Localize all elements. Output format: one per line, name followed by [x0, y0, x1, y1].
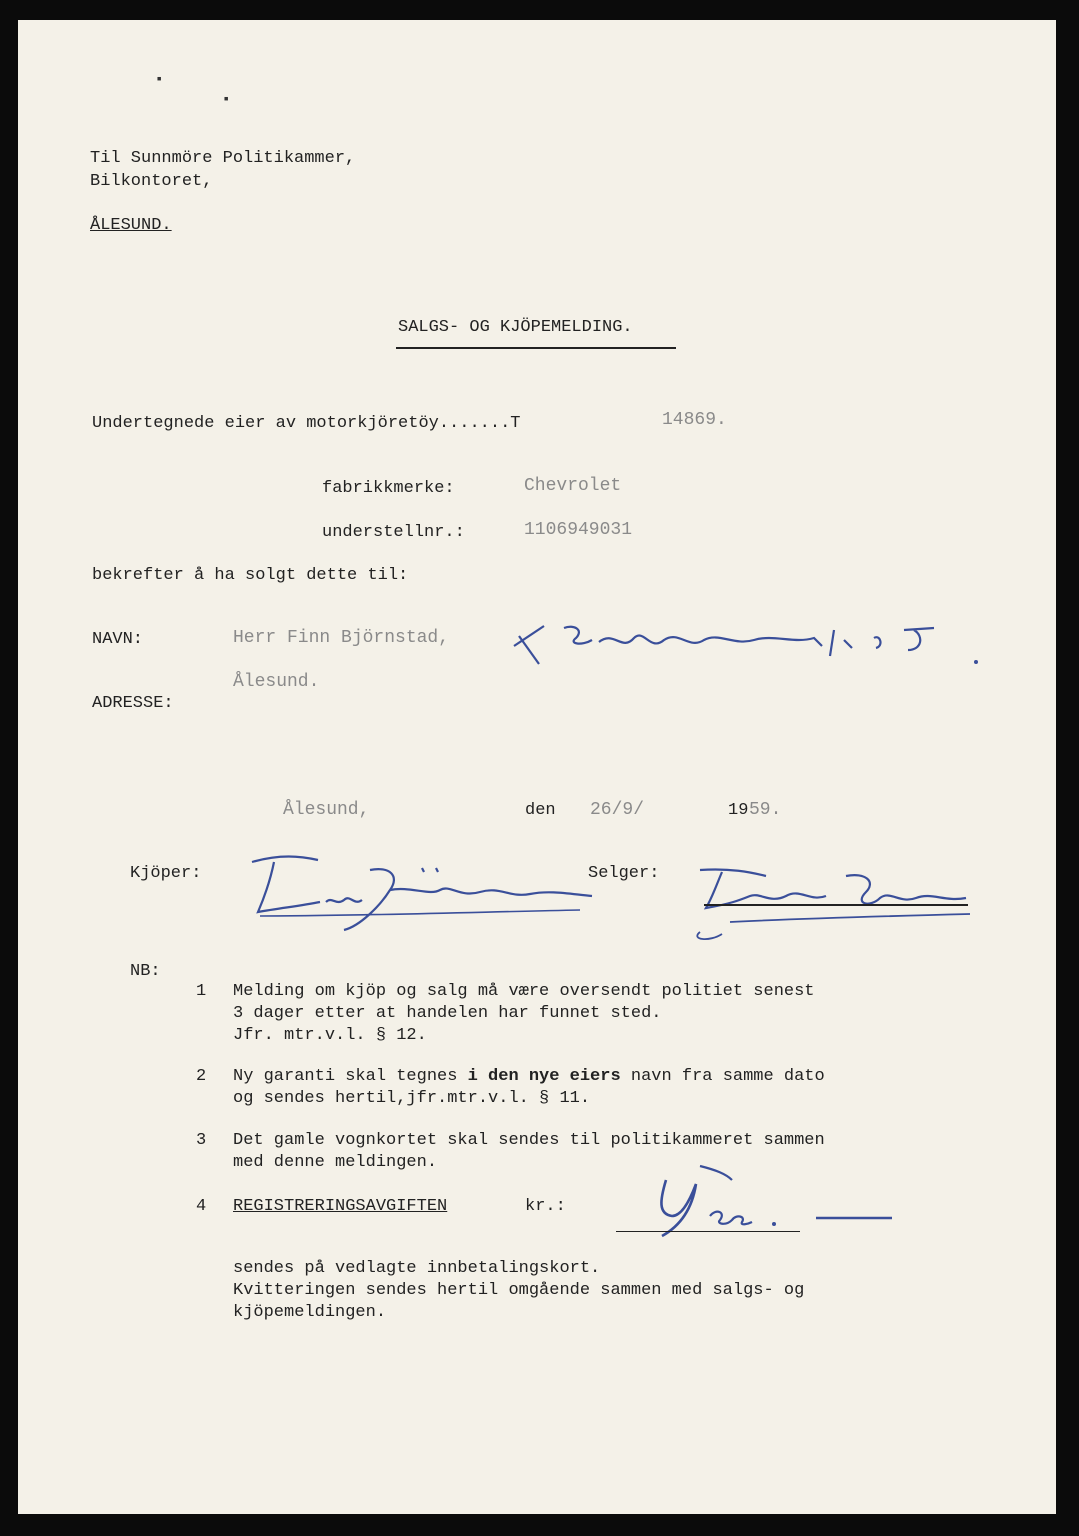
- footer-line-1: sendes på vedlagte innbetalingskort.: [233, 1259, 601, 1278]
- buyer-name-value: Herr Finn Björnstad,: [233, 628, 450, 648]
- seller-signature-line: [704, 904, 968, 906]
- note-4-kr: kr.:: [525, 1197, 566, 1216]
- year-suffix: 59.: [749, 800, 782, 820]
- note-1-line-2: 3 dager etter at handelen har funnet sted.: [233, 1004, 662, 1023]
- reg-number: 14869.: [662, 410, 727, 430]
- handwritten-street-annotation: [504, 616, 984, 676]
- note-1-number: 1: [196, 982, 207, 1001]
- note-1-line-3: Jfr. mtr.v.l. § 12.: [233, 1026, 427, 1045]
- document-page: [18, 20, 1056, 1514]
- note-4-number: 4: [196, 1197, 207, 1216]
- note-1-line-1: Melding om kjöp og salg må være oversendt politiet senest: [233, 982, 815, 1001]
- address-line-1: Til Sunnmöre Politikammer,: [90, 149, 356, 168]
- note-3-number: 3: [196, 1131, 207, 1150]
- date-place: Ålesund,: [283, 800, 370, 820]
- footer-line-2: Kvitteringen sendes hertil omgående sammen med salgs- og: [233, 1281, 805, 1300]
- address-city: ÅLESUND.: [90, 216, 172, 235]
- year-prefix: 19: [728, 801, 749, 820]
- stray-mark: ▪: [222, 92, 231, 108]
- owner-label: Undertegnede eier av motorkjöretöy.......T: [92, 414, 521, 433]
- chassis-label: understellnr.:: [322, 523, 465, 542]
- document-title: SALGS- OG KJÖPEMELDING.: [398, 318, 633, 337]
- buyer-signature: [240, 846, 600, 932]
- footer-line-3: kjöpemeldingen.: [233, 1303, 387, 1322]
- seller-signature: [670, 856, 980, 946]
- seller-signature-label: Selger:: [588, 864, 660, 883]
- date-den-label: den: [525, 801, 556, 820]
- buyer-name-label: NAVN:: [92, 630, 144, 649]
- buyer-address-label: ADRESSE:: [92, 694, 174, 713]
- note-3-line-1: Det gamle vognkortet skal sendes til politikammeret sammen: [233, 1131, 825, 1150]
- fee-underline: [616, 1231, 800, 1232]
- sold-to-label: bekrefter å ha solgt dette til:: [92, 566, 409, 585]
- make-label: fabrikkmerke:: [322, 479, 455, 498]
- buyer-signature-label: Kjöper:: [130, 864, 202, 883]
- notes-label: NB:: [130, 962, 161, 981]
- note-4-label: REGISTRERINGSAVGIFTEN: [233, 1197, 448, 1216]
- note-2-number: 2: [196, 1067, 207, 1086]
- note-2-line-1: [233, 1066, 825, 1088]
- make-value: Chevrolet: [524, 476, 622, 496]
- note-2-text-c: navn fra samme dato: [620, 1067, 825, 1086]
- buyer-address-value: Ålesund.: [233, 672, 320, 692]
- handwritten-fee-amount: [616, 1160, 906, 1240]
- stray-mark: ▪: [155, 72, 164, 88]
- note-2-line-2: og sendes hertil,jfr.mtr.v.l. § 11.: [233, 1089, 591, 1108]
- date-value: 26/9/: [590, 800, 645, 820]
- address-line-2: Bilkontoret,: [90, 172, 213, 191]
- note-2-text-bold: i den nye eiers: [467, 1067, 621, 1086]
- note-3-line-2: med denne meldingen.: [233, 1153, 438, 1172]
- note-2-text-a: Ny garanti skal tegnes: [233, 1067, 468, 1086]
- chassis-value: 1106949031: [524, 520, 633, 540]
- title-underline: [396, 347, 676, 349]
